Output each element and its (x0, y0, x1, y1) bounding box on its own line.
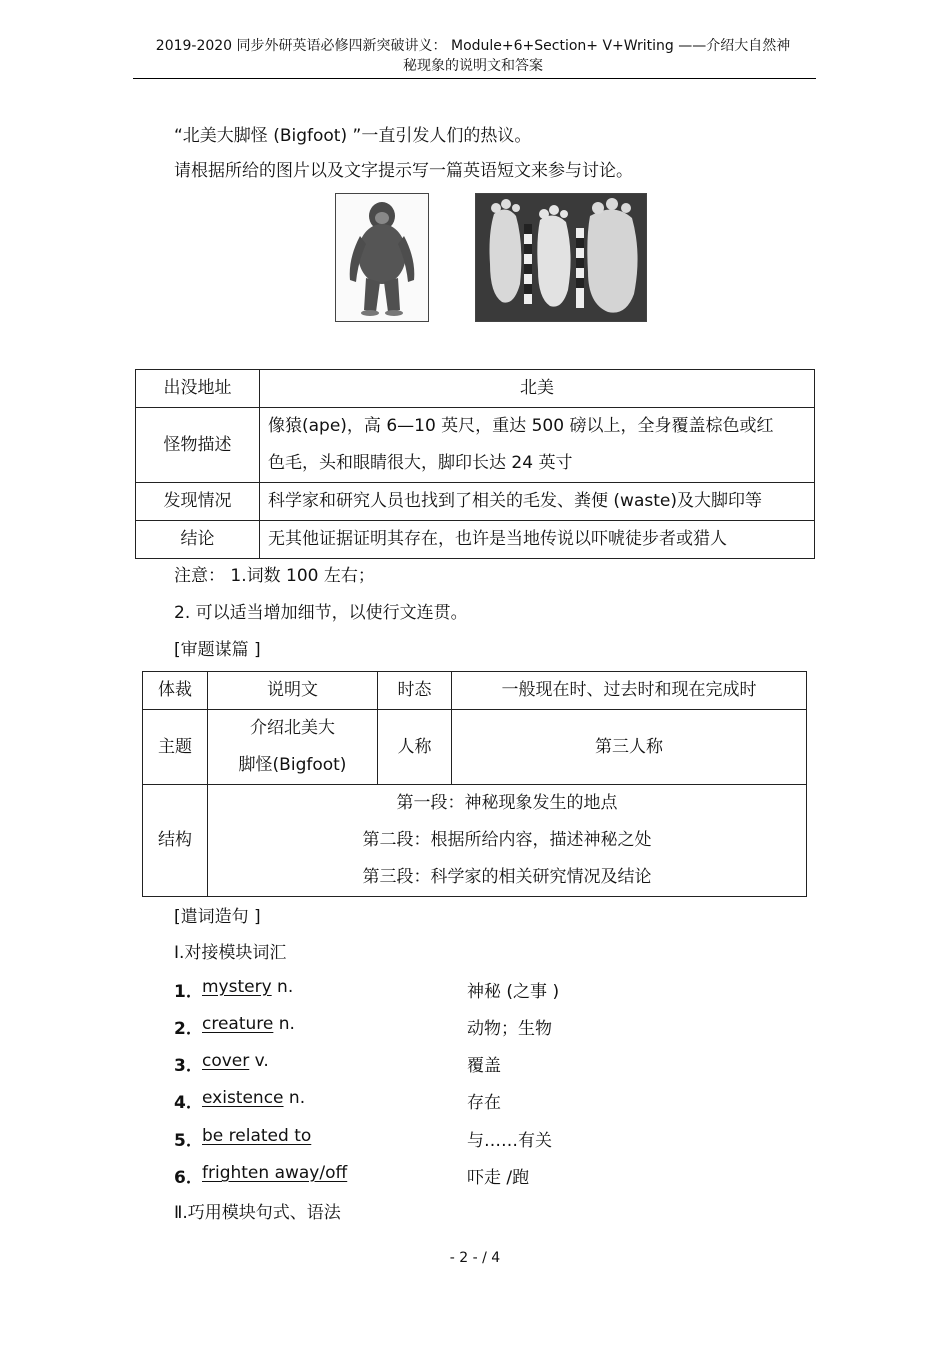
table-row (136, 370, 815, 408)
vocab-meaning: 与……有关 (467, 1131, 552, 1151)
list-item (174, 1163, 574, 1187)
vocab-number: 5． (174, 1131, 203, 1151)
table-content-cell: 北美 (260, 370, 815, 408)
header-divider (133, 78, 816, 79)
tense-value: 一般现在时、过去时和现在完成时 (452, 672, 807, 710)
note-line-1: 注意： 1.词数 100 左右； (174, 566, 375, 586)
note-line-2: 2. 可以适当增加细节，以使行文连贯。 (174, 603, 468, 623)
part-title-grammar: Ⅱ.巧用模块句式、语法 (174, 1203, 341, 1223)
vocab-word: cover (202, 1051, 250, 1071)
topic-value (208, 710, 378, 785)
table-row (143, 710, 807, 785)
vocab-word-group (202, 1088, 305, 1108)
list-item (174, 1051, 574, 1075)
vocab-pos: n. (273, 1014, 295, 1034)
topic-label: 主题 (143, 710, 208, 785)
vocab-word-group (202, 977, 293, 997)
list-item (174, 977, 574, 1001)
table-label-cell: 结论 (136, 521, 260, 559)
header-line-1: 2019-2020 同步外研英语必修四新突破讲义： Module+6+Section+ Ⅴ+Writing ——介绍大自然神 (155, 38, 791, 54)
topic-value-line-1: 介绍北美大 (250, 718, 335, 738)
vocab-number: 4． (174, 1093, 203, 1113)
vocab-meaning: 存在 (467, 1093, 501, 1113)
genre-label: 体裁 (143, 672, 208, 710)
table-row (136, 521, 815, 559)
vocab-word-group (202, 1051, 269, 1071)
genre-value: 说明文 (208, 672, 378, 710)
structure-value (208, 785, 807, 897)
vocab-word: be related to (202, 1126, 312, 1146)
structure-paragraph-3: 第三段：科学家的相关研究情况及结论 (362, 867, 652, 887)
topic-value-line-2: 脚怪(Bigfoot) (238, 755, 347, 775)
vocab-word: existence (202, 1088, 284, 1108)
section-title-wording: [遣词造句 ] (174, 907, 261, 927)
table-content-cell: 科学家和研究人员也找到了相关的毛发、粪便 (waste)及大脚印等 (260, 483, 815, 521)
section-title-planning: [审题谋篇 ] (174, 640, 261, 660)
vocab-meaning: 动物；生物 (467, 1019, 552, 1039)
vocab-number: 6． (174, 1168, 203, 1188)
vocab-pos: v. (249, 1051, 269, 1071)
structure-paragraph-1: 第一段：神秘现象发生的地点 (396, 793, 618, 813)
structure-paragraph-2: 第二段：根据所给内容，描述神秘之处 (362, 830, 652, 850)
table-content-cell: 无其他证据证明其存在，也许是当地传说以吓唬徒步者或猎人 (260, 521, 815, 559)
planning-table (142, 671, 807, 897)
vocab-meaning: 神秘 (之事 ) (467, 982, 560, 1002)
bigfoot-illustration (335, 193, 429, 322)
description-line-1: 像猿(ape)，高 6—10 英尺，重达 500 磅以上，全身覆盖棕色或红 (268, 416, 774, 436)
table-label-cell: 发现情况 (136, 483, 260, 521)
vocab-meaning: 吓走 /跑 (467, 1168, 530, 1188)
vocab-number: 1． (174, 982, 203, 1002)
vocab-pos: n. (283, 1088, 306, 1108)
person-value: 第三人称 (452, 710, 807, 785)
description-line-2: 色毛，头和眼睛很大，脚印长达 24 英寸 (268, 453, 573, 473)
vocab-word-group (202, 1126, 311, 1146)
tense-label: 时态 (378, 672, 452, 710)
table-row (136, 483, 815, 521)
footprint-casts-photo (475, 193, 647, 322)
vocab-number: 3． (174, 1056, 203, 1076)
vocab-word-group (202, 1014, 295, 1034)
table-row (143, 672, 807, 710)
list-item (174, 1014, 574, 1038)
structure-label: 结构 (143, 785, 208, 897)
table-row (143, 785, 807, 897)
header-line-2: 秘现象的说明文和答案 (403, 58, 543, 74)
table-label-cell: 怪物描述 (136, 408, 260, 483)
list-item (174, 1088, 574, 1112)
vocab-pos: n. (271, 977, 294, 997)
person-label: 人称 (378, 710, 452, 785)
intro-line-2: 请根据所给的图片以及文字提示写一篇英语短文来参与讨论。 (174, 161, 633, 181)
page-header (130, 36, 816, 76)
vocab-word: frighten away/off (202, 1163, 348, 1183)
task-info-table (135, 369, 815, 559)
part-title-vocab: Ⅰ.对接模块词汇 (174, 943, 287, 963)
vocab-word-group (202, 1163, 347, 1183)
table-row (136, 408, 815, 483)
vocab-word: mystery (202, 977, 272, 997)
table-label-cell: 出没地址 (136, 370, 260, 408)
vocab-number: 2． (174, 1019, 203, 1039)
intro-line-1: “北美大脚怪 (Bigfoot) ”一直引发人们的热议。 (174, 126, 532, 146)
vocab-word: creature (202, 1014, 274, 1034)
list-item (174, 1126, 574, 1150)
table-content-cell (260, 408, 815, 483)
vocab-meaning: 覆盖 (467, 1056, 501, 1076)
page-number: - 2 - / 4 (449, 1250, 501, 1266)
